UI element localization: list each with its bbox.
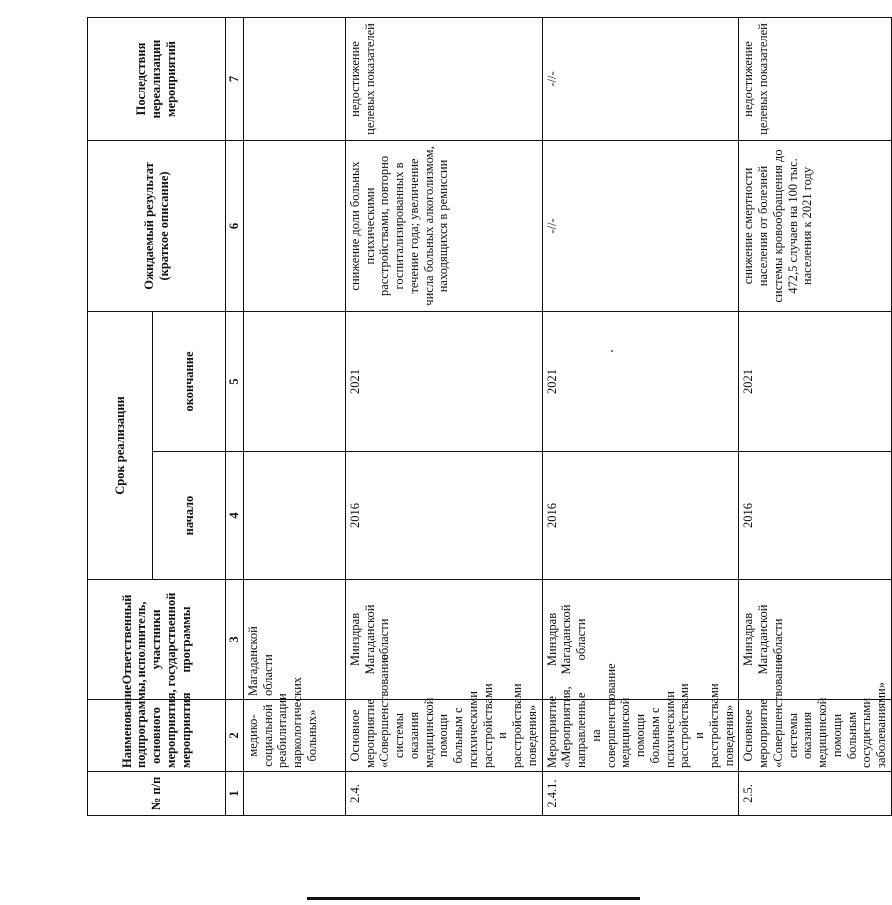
row-name: Мероприятие «Мероприятия, направленные на совершенствование медицинской помощи больным с психическими расстройствами и расстройствами поведения» (542, 700, 739, 772)
row-start: 2016 (542, 452, 739, 580)
row-responsible: Магаданской области (243, 580, 345, 700)
column-number: 2 (226, 700, 244, 772)
program-table (87, 17, 892, 816)
row-num: 2.4.1. (542, 772, 739, 816)
row-responsible: Минздрав Магаданской области (542, 580, 739, 700)
row-consequences: -//- (542, 17, 739, 140)
table-row (345, 17, 542, 815)
row-result: -//- (542, 140, 739, 311)
row-end: 2021 (345, 311, 542, 451)
header-name-cell (88, 679, 226, 772)
header-start-cell (153, 452, 226, 580)
table-row (243, 17, 345, 815)
header-consequences: Последствия нереализации мероприятий (134, 39, 178, 119)
row-responsible: Минздрав Магаданской области (345, 580, 542, 700)
row-consequences (243, 17, 345, 140)
column-number: 1 (226, 772, 244, 816)
table-row (739, 17, 892, 815)
row-consequences: недостижение целевых показателей (739, 17, 892, 140)
column-number: 7 (226, 17, 244, 140)
row-consequences: недостижение целевых показателей (345, 17, 542, 140)
row-end: 2021 (739, 311, 892, 451)
header-name: Наименование подпрограммы, основного мероприятия, мероприятия (119, 679, 193, 768)
scan-speck (611, 350, 613, 352)
header-end-cell (153, 311, 226, 451)
row-name: Основное мероприятие «Совершенствование системы оказания медицинской помощи больным сосудистыми заболеваниями» (739, 700, 892, 772)
row-result (243, 140, 345, 311)
row-responsible: Минздрав Магаданской области (739, 580, 892, 700)
header-result-cell (88, 140, 226, 311)
row-num (243, 772, 345, 816)
row-start: 2016 (739, 452, 892, 580)
row-num: 2.4. (345, 772, 542, 816)
header-num: № п/п (149, 776, 164, 811)
row-num-cell (88, 772, 226, 816)
row-end (243, 311, 345, 451)
row-start (243, 452, 345, 580)
table-row (542, 17, 739, 815)
header-start: начало (181, 495, 196, 536)
header-period-cell (88, 311, 153, 579)
header-end: окончание (181, 351, 196, 412)
row-start: 2016 (345, 452, 542, 580)
column-number-row (226, 17, 244, 815)
row-name: медико-социальной реабилитации наркологических больных» (243, 700, 345, 772)
row-result: снижение доли больных психическими расстройствами, повторно госпитализированных в течение года; увеличение числа больных алкоголизмом, находящихся в ремиссии (345, 140, 542, 311)
header-result: Ожидаемый результат (краткое описание) (141, 162, 171, 290)
column-number: 5 (226, 311, 244, 451)
row-num: 2.5. (739, 772, 892, 816)
header-period: Срок реализации (112, 396, 127, 495)
row-name: Основное мероприятие «Совершенствование системы оказания медицинской помощи больным с психическими расстройствами и расстройствами поведения» (345, 700, 542, 772)
header-responsible: Ответственный исполнитель, участники государственной программы (119, 592, 193, 687)
column-number: 3 (226, 580, 244, 700)
row-end: 2021 (542, 311, 739, 451)
header-responsible-cell (88, 580, 226, 700)
column-number: 6 (226, 140, 244, 311)
bottom-rule-line (307, 897, 640, 900)
row-result: снижение смертности населения от болезней системы кровообращения до 472,5 случаев на 100 тыс. населения к 2021 году (739, 140, 892, 311)
header-consequences-cell (88, 17, 226, 140)
column-number: 4 (226, 452, 244, 580)
